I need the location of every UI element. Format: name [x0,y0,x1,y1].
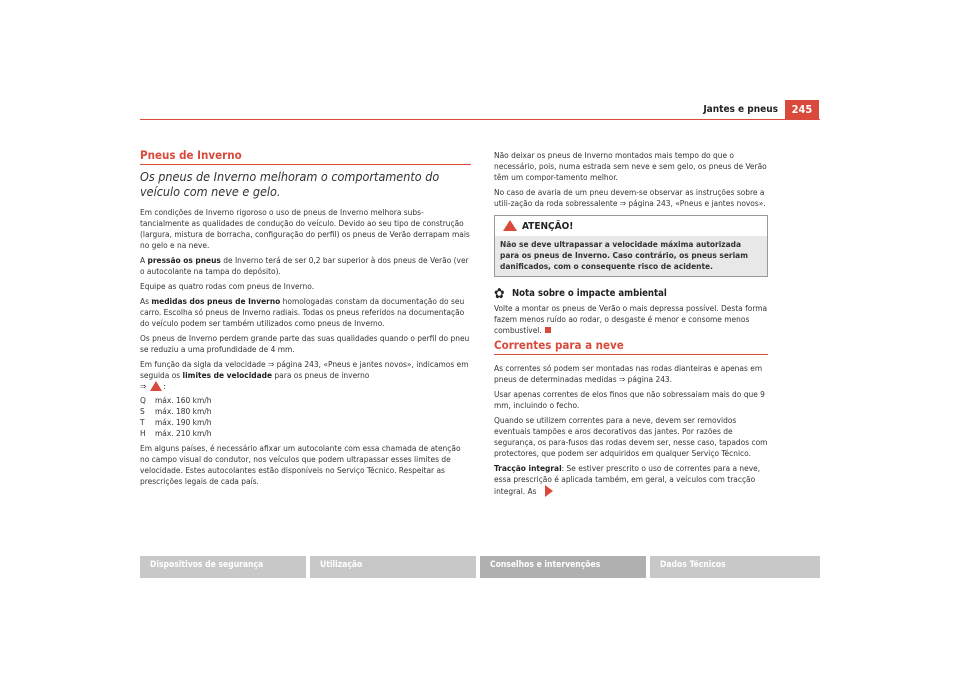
paragraph: As correntes só podem ser montadas nas rodas dianteiras e apenas em pneus de determinadas medidas ⇒ página 243. [494,363,763,384]
paragraph: Usar apenas correntes de elos finos que não sobressaiam mais do que 9 mm, incluindo o fecho. [494,389,765,410]
bold-term: pressão os pneus [147,255,221,265]
environment-note-title: Nota sobre o impacte ambiental [512,288,667,299]
bold-term: Tracção integral [494,463,562,473]
warning-box [494,215,768,277]
paragraph: Equipe as quatro rodas com pneus de Inverno. [140,281,315,291]
paragraph: Em função da sigla da velocidade ⇒ página 243, «Pneus e jantes novos», indicamos em seguida os limites de velocidade para os pneus de inverno ⇒ : [140,359,469,391]
paragraph: Em alguns países, é necessário afixar um autocolante com essa chamada de atenção no campo visual do condutor, nos veículos que podem ultrapassar esses limites de velocidade. Estes autocolantes estão disponíveis no Serviço Técnico. Respeitar as prescrições legais de cada país. [140,443,461,486]
footer-tab-advice[interactable]: Conselhos e intervenções [480,556,646,578]
paragraph: Tracção integral: Se estiver prescrito o uso de correntes para a neve, essa prescrição é aplicada também, em geral, a veículos com tracção integral. As [494,463,761,496]
paragraph: A pressão os pneus de Inverno terá de ser 0,2 bar superior à dos pneus de Verão (ver o autocolante na tampa do depósito). [140,255,469,276]
footer-tab-safety[interactable]: Dispositivos de segurança [140,556,306,578]
warning-title: ATENÇÃO! [522,221,574,232]
paragraph: Em condições de Inverno rigoroso o uso de pneus de Inverno melhora subs-tancialmente as qualidades de condução do veículo. Devido ao seu tipo de construção (largura, mistura de borracha, configuração do perfil) os pneus de Verão derrapam mais no gelo e na neve. [140,207,470,250]
paragraph: Os pneus de Inverno perdem grande parte das suas qualidades quando o perfil do pneu se reduziu a uma profundidade de 4 mm. [140,333,470,354]
paragraph: Volte a montar os pneus de Verão o mais depressa possível. Desta forma fazem menos ruído ao rodar, o desgaste é menor e consome menos combustível. [494,303,768,335]
environment-flower-icon: ✿ [494,286,505,302]
list-item: S máx. 180 km/h [140,406,212,416]
list-item: Q máx. 160 km/h [140,395,212,405]
paragraph: Quando se utilizem correntes para a neve, devem ser removidos eventuais tampões e aros decorativos das jantes. Por razões de segurança, os para-fusos das rodas devem ser, nesse caso, tapados com protectores, que podem ser adquiridos em qualquer Serviço Técnico. [494,415,768,458]
list-item: H máx. 210 km/h [140,428,212,438]
page-number: 245 [785,100,819,119]
speed-limit-list [140,395,471,439]
left-column [140,150,471,491]
section-heading-winter-tyres: Pneus de Inverno [140,150,471,165]
warning-triangle-icon [503,220,517,231]
continue-arrow-icon [545,485,553,497]
warning-triangle-icon [150,381,162,391]
reference-link[interactable]: ⇒ [140,381,147,391]
paragraph: No caso de avaria de um pneu devem-se observar as instruções sobre a utili-zação da roda sobressalente ⇒ página 243, «Pneus e jantes novos». [494,187,766,208]
section-heading-snow-chains: Correntes para a neve [494,340,768,355]
bold-term: medidas dos pneus de Inverno [151,296,281,306]
warning-text: Não se deve ultrapassar a velocidade máxima autorizada para os pneus de Inverno. Caso contrário, os pneus seriam danificados, com o consequente risco de acidente. [495,236,767,276]
right-column [494,150,768,501]
section-end-icon [545,327,551,333]
header-rule [140,119,820,120]
list-item: T máx. 190 km/h [140,417,212,427]
bold-term: limites de velocidade [182,370,273,380]
section-subtitle: Os pneus de Inverno melhoram o comportamento do veículo com neve e gelo. [140,169,440,199]
paragraph: Não deixar os pneus de Inverno montados mais tempo do que o necessário, pois, numa estrada sem neve e sem gelo, os pneus de Verão têm um compor-tamento melhor. [494,150,767,182]
paragraph: As medidas dos pneus de Inverno homologadas constam da documentação do seu carro. Escolha só pneus de Inverno radiais. Todas os pneus referidos na documentação do veículo podem ser também utilizados como pneus de Inverno. [140,296,465,328]
header-title: Jantes e pneus [703,104,778,115]
footer-tab-technical-data[interactable]: Dados Técnicos [650,556,820,578]
footer-tab-usage[interactable]: Utilização [310,556,476,578]
